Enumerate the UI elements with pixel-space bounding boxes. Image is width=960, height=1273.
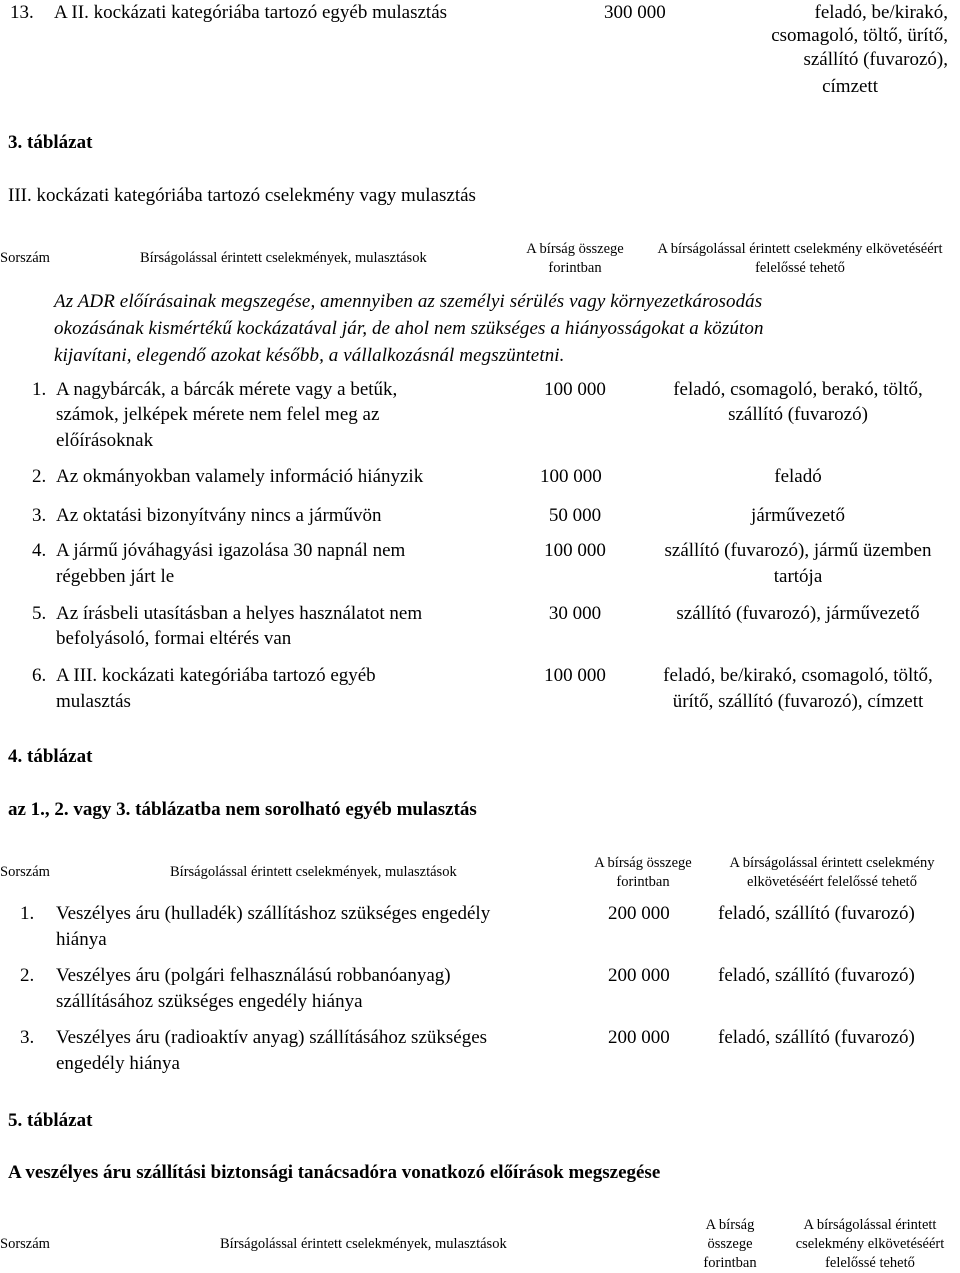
table4-row2-amount: 200 000 [608,965,670,986]
table3-row5-responsible-1: szállító (fuvarozó), járművezető [676,603,920,624]
table4-header-amount: A bírság összege forintban [594,855,692,890]
table4-header-desc: Bírságolással érintett cselekmények, mulasztások [170,864,457,880]
table3-label: 3. táblázat [8,132,93,153]
table4-row1-responsible: feladó, szállító (fuvarozó) [718,903,915,924]
table3-row1-text-1: A nagybárcák, a bárcák mérete vagy a betűk, [56,379,398,400]
table4-header-sorszam: Sorszám [0,864,50,880]
table3-row4-number: 4. [32,540,47,561]
table5-label: 5. táblázat [8,1110,93,1131]
table3-row1-text-3: előírásoknak [56,430,154,451]
table3-row2-amount: 100 000 [540,466,602,487]
table3-row4-text-1: A jármű jóváhagyási igazolása 30 napnál nem [56,540,406,561]
table3-row3-text-1: Az oktatási bizonyítvány nincs a járművön [56,505,382,526]
table4-row2-responsible: feladó, szállító (fuvarozó) [718,965,915,986]
table5-header-responsible: A bírságolással érintett cselekmény elkövetéséért felelőssé tehető [795,1217,945,1271]
table4-row3-number: 3. [20,1027,35,1048]
table5-title: A veszélyes áru szállítási biztonsági tanácsadóra vonatkozó előírások megszegése [8,1162,661,1183]
table4-header-responsible: A bírságolással érintett cselekmény elkövetéséért felelőssé tehető [729,855,935,890]
table3-row6-text-1: A III. kockázati kategóriába tartozó egyéb [56,665,376,686]
table3-row4-responsible-1: szállító (fuvarozó), jármű üzemben [664,540,932,561]
table3-row1-amount: 100 000 [544,379,606,400]
table4-row2-text-1: Veszélyes áru (polgári felhasználású robbanóanyag) [56,965,451,986]
table4-row3-amount: 200 000 [608,1027,670,1048]
table4-title: az 1., 2. vagy 3. táblázatba nem sorolható egyéb mulasztás [8,799,477,820]
table3-row4-responsible-2: tartója [773,566,823,587]
table3-row5-text-1: Az írásbeli utasításban a helyes használatot nem [56,603,423,624]
table3-intro-line-1: Az ADR előírásainak megszegése, amennyiben az személyi sérülés vagy környezetkárosodás [54,291,763,312]
table3-row6-amount: 100 000 [544,665,606,686]
table3-header-responsible: A bírságolással érintett cselekmény elkövetéséért felelőssé tehető [657,241,943,276]
row13-responsible-1: feladó, be/kirakó, [814,2,948,23]
table3-row2-responsible-1: feladó [774,466,822,487]
table3-row3-responsible-1: járművezető [751,505,845,526]
table4-row2-number: 2. [20,965,35,986]
table4-row1-amount: 200 000 [608,903,670,924]
table3-intro-line-3: kijavítani, elegendő azokat később, a vállalkozásnál megszüntetni. [54,345,565,366]
table3-row2-text-1: Az okmányokban valamely információ hiányzik [56,466,424,487]
table3-row6-responsible-1: feladó, be/kirakó, csomagoló, töltő, [663,665,933,686]
table3-row1-number: 1. [32,379,47,400]
row13-responsible-3: szállító (fuvarozó), [803,49,948,70]
table3-row1-text-2: számok, jelképek mérete nem felel meg az [56,404,380,425]
table3-row3-number: 3. [32,505,47,526]
table3-row4-text-2: régebben járt le [56,566,175,587]
row13-number: 13. [10,2,34,23]
table4-row1-text-2: hiánya [56,929,107,950]
row13-amount: 300 000 [604,2,666,23]
table5-header-sorszam: Sorszám [0,1236,50,1252]
table4-label: 4. táblázat [8,746,93,767]
table5-header-amount: A bírság összege forintban [703,1217,757,1271]
table3-row6-responsible-2: ürítő, szállító (fuvarozó), címzett [672,691,924,712]
row13-responsible-2: csomagoló, töltő, ürítő, [771,25,948,46]
table3-row3-amount: 50 000 [548,505,602,526]
table4-row2-text-2: szállításához szükséges engedély hiánya [56,991,363,1012]
table3-title: III. kockázati kategóriába tartozó cselekmény vagy mulasztás [8,185,476,206]
table3-row4-amount: 100 000 [544,540,606,561]
table3-row1-responsible-2: szállító (fuvarozó) [728,404,868,425]
table4-row1-number: 1. [20,903,35,924]
table3-row6-number: 6. [32,665,47,686]
row13-responsible-4: címzett [822,76,878,97]
table3-row6-text-2: mulasztás [56,691,131,712]
table3-intro-line-2: okozásának kismértékű kockázatával jár, de ahol nem szükséges a hiányosságokat a közúton [54,318,764,339]
table4-row3-text-2: engedély hiánya [56,1053,180,1074]
table3-row2-number: 2. [32,466,47,487]
table3-row5-text-2: befolyásoló, formai eltérés van [56,628,292,649]
table3-header-sorszam: Sorszám [0,250,50,266]
table3-header-amount: A bírság összege forintban [526,241,624,276]
row13-text: A II. kockázati kategóriába tartozó egyéb mulasztás [54,2,448,23]
table4-row3-responsible: feladó, szállító (fuvarozó) [718,1027,915,1048]
table4-row1-text-1: Veszélyes áru (hulladék) szállításhoz szükséges engedély [56,903,491,924]
table3-row1-responsible-1: feladó, csomagoló, berakó, töltő, [673,379,923,400]
table3-row5-number: 5. [32,603,47,624]
table3-header-desc: Bírságolással érintett cselekmények, mulasztások [140,250,427,266]
table3-row5-amount: 30 000 [548,603,602,624]
table5-header-desc: Bírságolással érintett cselekmények, mulasztások [220,1236,507,1252]
table4-row3-text-1: Veszélyes áru (radioaktív anyag) szállításához szükséges [56,1027,488,1048]
